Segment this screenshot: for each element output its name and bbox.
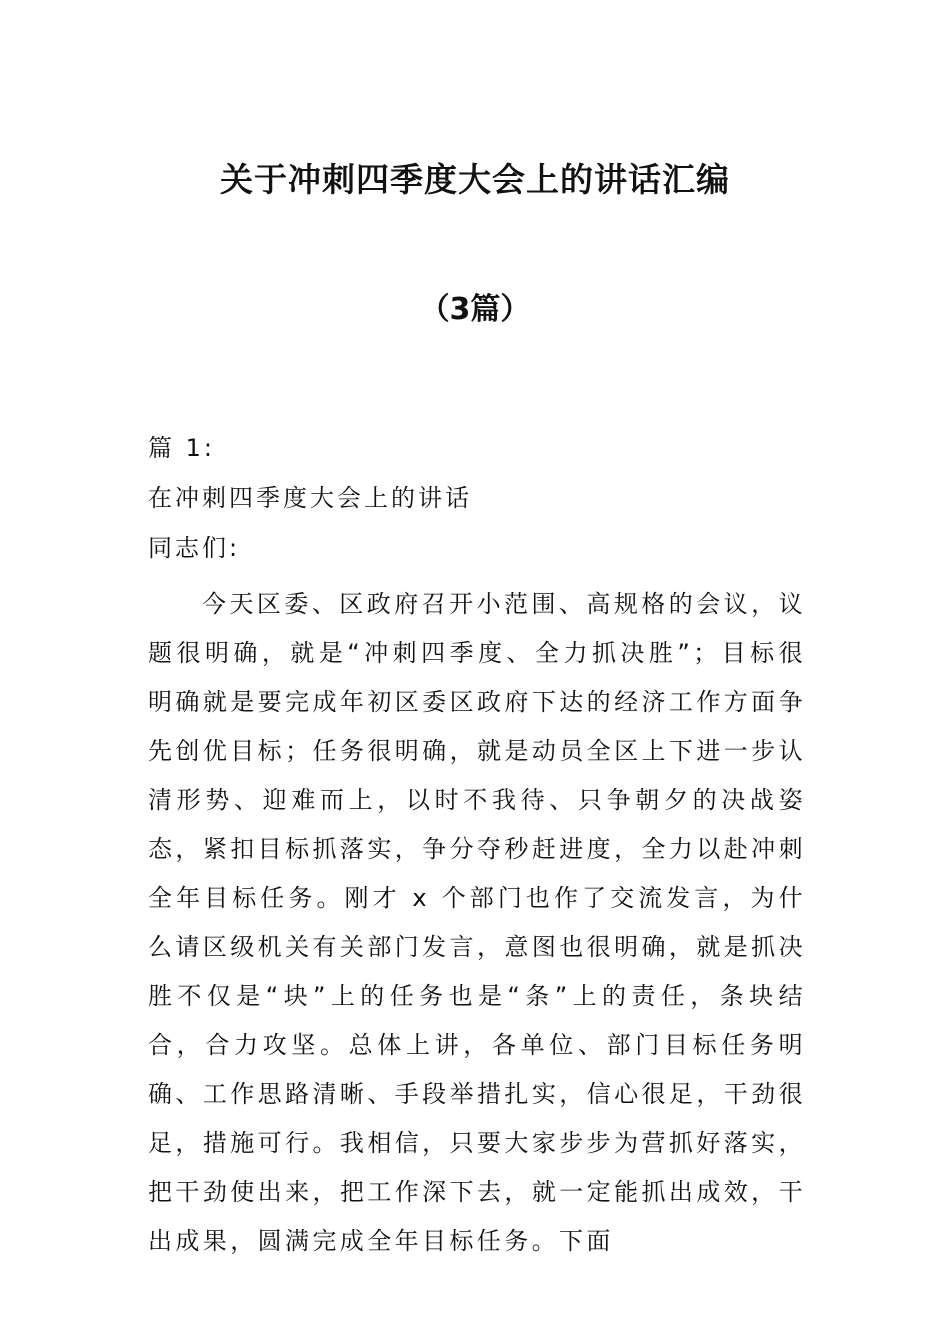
document-subtitle: （3篇） <box>419 292 531 327</box>
speech-title: 在冲刺四季度大会上的讲话 <box>148 484 472 512</box>
body-paragraph: 今天区委、区政府召开小范围、高规格的会议，议题很明确，就是“冲刺四季度、全力抓决胜”；目标很明确就是要完成年初区委区政府下达的经济工作方面争先创优目标；任务很明确，就是动员全区上下进一步认清形势、迎难而上，以时不我待、只争朝夕的决战姿态，紧扣目标抓落实，争分夺秒赶进度，全力以赴冲刺全年目标任务。刚才 x 个部门也作了交流发言，为什么请区级机关有关部门发言，意图也很明确，就是抓决胜不仅是“块”上的任务也是“条”上的责任，条块结合，合力攻坚。总体上讲，各单位、部门目标任务明确、工作思路清晰、手段举措扎实，信心很足，干劲很足，措施可行。我相信，只要大家步步为营抓好落实，把干劲使出来，把工作深下去，就一定能抓出成效，干出成果，圆满完成全年目标任务。下面 <box>148 590 806 1255</box>
section-label: 篇 1: <box>148 434 215 462</box>
document-title: 关于冲刺四季度大会上的讲话汇编 <box>220 160 730 199</box>
document-body <box>148 426 806 1266</box>
salutation: 同志们: <box>148 534 241 562</box>
